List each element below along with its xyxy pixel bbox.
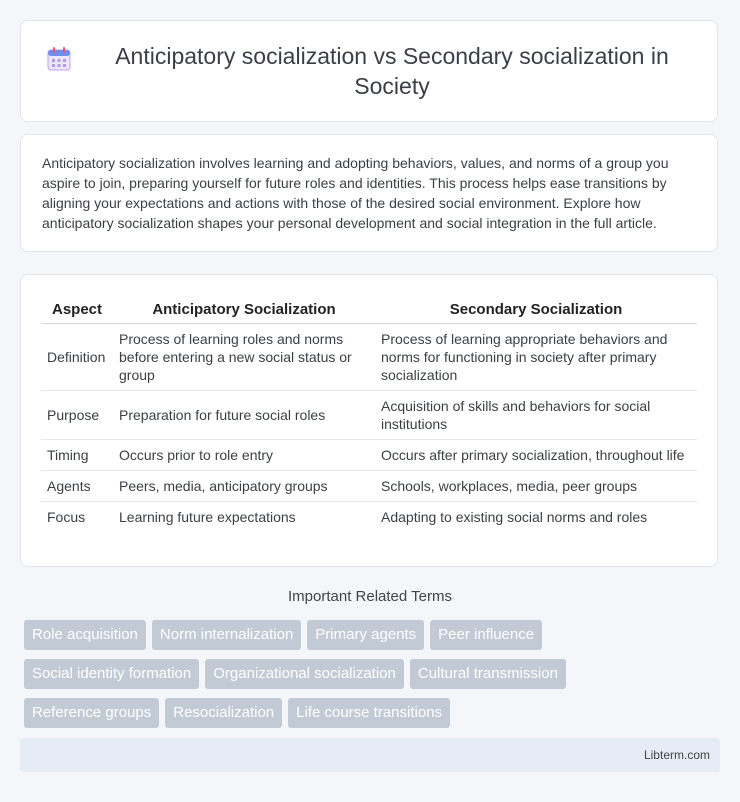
related-term-tag[interactable]: Social identity formation (24, 659, 199, 689)
secondary-cell: Occurs after primary socialization, throughout life (375, 440, 697, 471)
aspect-cell: Purpose (41, 391, 113, 440)
intro-text: Anticipatory socialization involves learning and adopting behaviors, values, and norms of a group you aspire to join, preparing yourself for future roles and identities. This process helps ease transitions by aligning your expectations and actions with those of the desired social environment. Explore how anticipatory socialization shapes your personal development and social integration in the full article. (42, 155, 669, 231)
footer-bar (20, 738, 720, 772)
column-header-secondary: Secondary Socialization (375, 295, 697, 324)
comparison-table (41, 295, 697, 532)
related-term-tag[interactable]: Primary agents (307, 620, 424, 650)
related-terms-list (24, 620, 724, 737)
related-term-tag[interactable]: Peer influence (430, 620, 542, 650)
related-terms-heading: Important Related Terms (288, 588, 452, 605)
header-card (20, 20, 718, 122)
table-row (41, 324, 697, 391)
related-term-tag[interactable]: Reference groups (24, 698, 159, 728)
intro-card (20, 134, 718, 252)
table-row (41, 471, 697, 502)
table-row (41, 440, 697, 471)
related-term-tag[interactable]: Norm internalization (152, 620, 301, 650)
anticipatory-cell: Process of learning roles and norms before entering a new social status or group (113, 324, 375, 391)
column-header-aspect: Aspect (41, 295, 113, 324)
related-term-tag[interactable]: Organizational socialization (205, 659, 404, 689)
anticipatory-cell: Preparation for future social roles (113, 391, 375, 440)
aspect-cell: Definition (41, 324, 113, 391)
table-row (41, 391, 697, 440)
table-row (41, 502, 697, 533)
related-term-tag[interactable]: Role acquisition (24, 620, 146, 650)
calendar-icon (45, 45, 73, 73)
related-term-tag[interactable]: Cultural transmission (410, 659, 566, 689)
anticipatory-cell: Occurs prior to role entry (113, 440, 375, 471)
related-term-tag[interactable]: Life course transitions (288, 698, 450, 728)
anticipatory-cell: Peers, media, anticipatory groups (113, 471, 375, 502)
secondary-cell: Acquisition of skills and behaviors for social institutions (375, 391, 697, 440)
related-term-tag[interactable]: Resocialization (165, 698, 282, 728)
secondary-cell: Schools, workplaces, media, peer groups (375, 471, 697, 502)
page-title: Anticipatory socialization vs Secondary socialization in Society (115, 43, 669, 99)
table-header-row (41, 295, 697, 324)
secondary-cell: Adapting to existing social norms and roles (381, 509, 648, 525)
anticipatory-cell: Learning future expectations (119, 509, 296, 525)
comparison-table-card (20, 274, 718, 567)
aspect-cell: Agents (41, 471, 113, 502)
aspect-cell: Focus (47, 509, 86, 525)
secondary-cell: Process of learning appropriate behaviors and norms for functioning in society after primary socialization (375, 324, 697, 391)
aspect-cell: Timing (41, 440, 113, 471)
column-header-anticipatory: Anticipatory Socialization (113, 295, 375, 324)
footer-brand-link[interactable]: Libterm.com (643, 748, 710, 762)
